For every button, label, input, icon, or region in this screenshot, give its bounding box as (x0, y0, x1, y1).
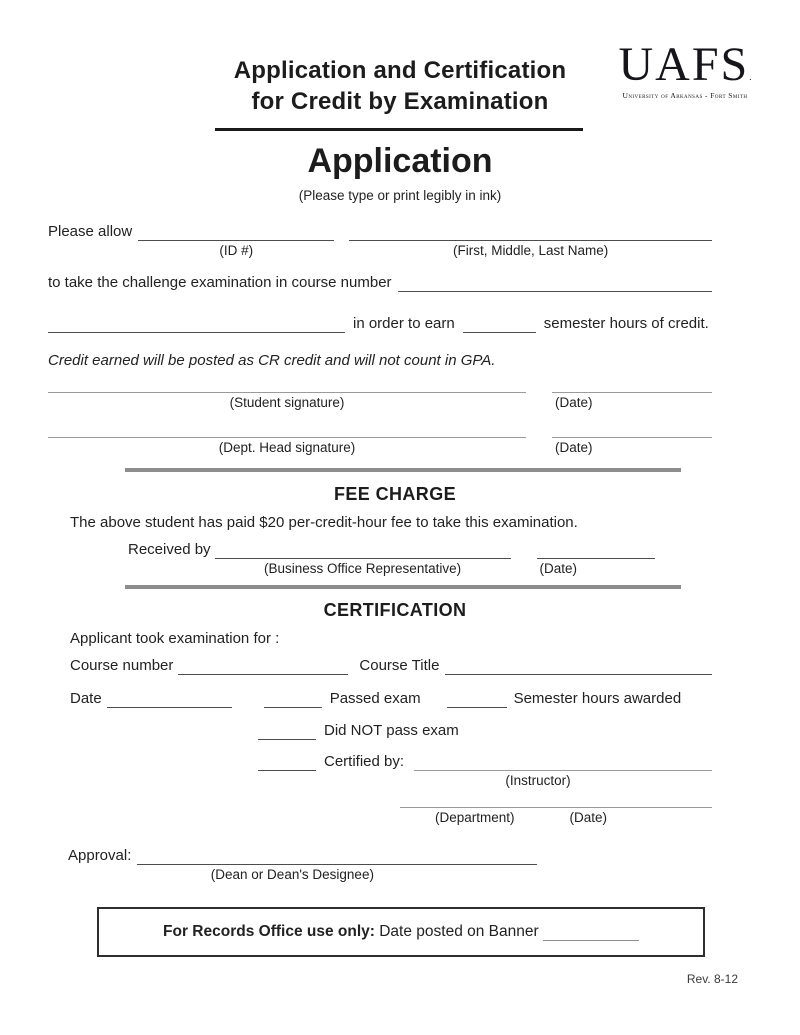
earn-end-label: semester hours of credit. (543, 315, 709, 332)
form-title-line2: for Credit by Examination (251, 87, 549, 115)
uafs-logo-text: UAFS (618, 38, 750, 91)
form-title-line1: Application and Certification (233, 57, 567, 84)
department-hint: (Department) (435, 810, 515, 825)
department-date-group (400, 789, 712, 826)
cert-course-title-label: Course Title (359, 657, 440, 674)
course-line-label: to take the challenge examination in course number (48, 274, 392, 291)
earn-mid-label: in order to earn (353, 315, 455, 332)
uafs-logo-wordmark (606, 40, 764, 90)
semester-hours-label: Semester hours awarded (513, 690, 682, 707)
records-office-text: Date posted on Banner (379, 923, 539, 940)
did-not-pass-field[interactable] (258, 721, 316, 740)
application-heading: Application (307, 142, 493, 180)
name-field-group (349, 222, 712, 259)
passed-exam-label: Passed exam (329, 690, 421, 707)
student-signature-field[interactable] (48, 374, 526, 393)
instructor-group (414, 752, 712, 789)
credit-note: Credit earned will be posted as CR credit and will not count in GPA. (48, 352, 496, 369)
dept-head-signature-row (48, 419, 712, 456)
approval-row (68, 846, 712, 883)
course-number-row (48, 273, 712, 292)
fee-statement: The above student has paid $20 per-credit-hour fee to take this examination. (70, 514, 578, 531)
id-field-group (138, 222, 334, 259)
student-date-hint: (Date) (555, 395, 593, 410)
received-date-group (537, 540, 655, 577)
received-by-field[interactable] (215, 540, 511, 559)
certified-by-label: Certified by: (324, 753, 405, 770)
form-title (185, 56, 615, 117)
id-hint: (ID #) (219, 243, 254, 258)
please-allow-label: Please allow (48, 223, 133, 240)
dept-head-date-hint: (Date) (555, 440, 593, 455)
student-signature-group (48, 374, 526, 411)
received-date-hint: (Date) (539, 561, 578, 576)
received-by-label: Received by (128, 541, 211, 558)
student-date-group (552, 374, 712, 411)
student-date-field[interactable] (552, 374, 712, 393)
name-hint: (First, Middle, Last Name) (452, 243, 609, 258)
hours-field[interactable] (463, 314, 536, 333)
received-by-row (128, 540, 712, 577)
dept-head-date-group (552, 419, 712, 456)
passed-exam-field[interactable] (264, 689, 322, 708)
application-instruction: (Please type or print legibly in ink) (298, 188, 502, 203)
department-date-hint: (Date) (569, 810, 608, 825)
banner-date-field[interactable] (543, 922, 639, 941)
dean-hint: (Dean or Dean's Designee) (210, 867, 374, 882)
approval-label: Approval: (68, 847, 132, 864)
cert-date-field[interactable] (107, 689, 232, 708)
dept-head-signature-field[interactable] (48, 419, 526, 438)
dept-head-signature-group (48, 419, 526, 456)
did-not-pass-label: Did NOT pass exam (324, 722, 459, 739)
fee-section-divider (125, 468, 681, 472)
course-number-field[interactable] (398, 273, 712, 292)
uafs-logo-mark: . (749, 72, 752, 82)
form-body (0, 142, 800, 986)
dept-head-signature-hint: (Dept. Head signature) (218, 440, 356, 455)
records-office-label: For Records Office use only: (163, 923, 375, 940)
business-office-group (215, 540, 511, 577)
department-date-row (400, 789, 712, 826)
department-date-hints (400, 810, 712, 826)
cert-course-number-field[interactable] (178, 656, 348, 675)
please-allow-row (48, 222, 712, 259)
hours-awarded-field[interactable] (447, 689, 507, 708)
cert-date-label: Date (70, 690, 102, 707)
uafs-logo (606, 40, 764, 100)
instructor-hint: (Instructor) (505, 773, 571, 788)
cert-date-row (70, 689, 712, 708)
cert-course-row (70, 656, 712, 675)
uafs-logo-tagline: University of Arkansas - Fort Smith (622, 91, 748, 101)
certification-heading: CERTIFICATION (323, 600, 467, 620)
approval-group (137, 846, 537, 883)
cert-course-title-field[interactable] (445, 656, 712, 675)
dept-head-date-field[interactable] (552, 419, 712, 438)
received-date-field[interactable] (537, 540, 655, 559)
approval-field[interactable] (137, 846, 537, 865)
cert-course-number-label: Course number (70, 657, 174, 674)
did-not-pass-row (258, 721, 712, 740)
semester-hours-row (48, 314, 712, 333)
department-date-field[interactable] (400, 789, 712, 808)
records-office-box (97, 907, 705, 957)
certified-by-check-field[interactable] (258, 752, 316, 771)
title-divider (215, 128, 583, 131)
student-signature-hint: (Student signature) (229, 395, 345, 410)
business-office-hint: (Business Office Representative) (264, 561, 462, 576)
form-content (0, 222, 800, 986)
course-title-field[interactable] (48, 314, 345, 333)
certification-section-divider (125, 585, 681, 589)
id-number-field[interactable] (138, 222, 334, 241)
revision-label: Rev. 8-12 (686, 972, 738, 986)
student-name-field[interactable] (349, 222, 712, 241)
fee-charge-heading: FEE CHARGE (333, 484, 456, 504)
certification-intro: Applicant took examination for : (70, 630, 280, 647)
student-signature-row (48, 374, 712, 411)
certified-by-row (258, 752, 712, 789)
instructor-signature-field[interactable] (414, 752, 712, 771)
